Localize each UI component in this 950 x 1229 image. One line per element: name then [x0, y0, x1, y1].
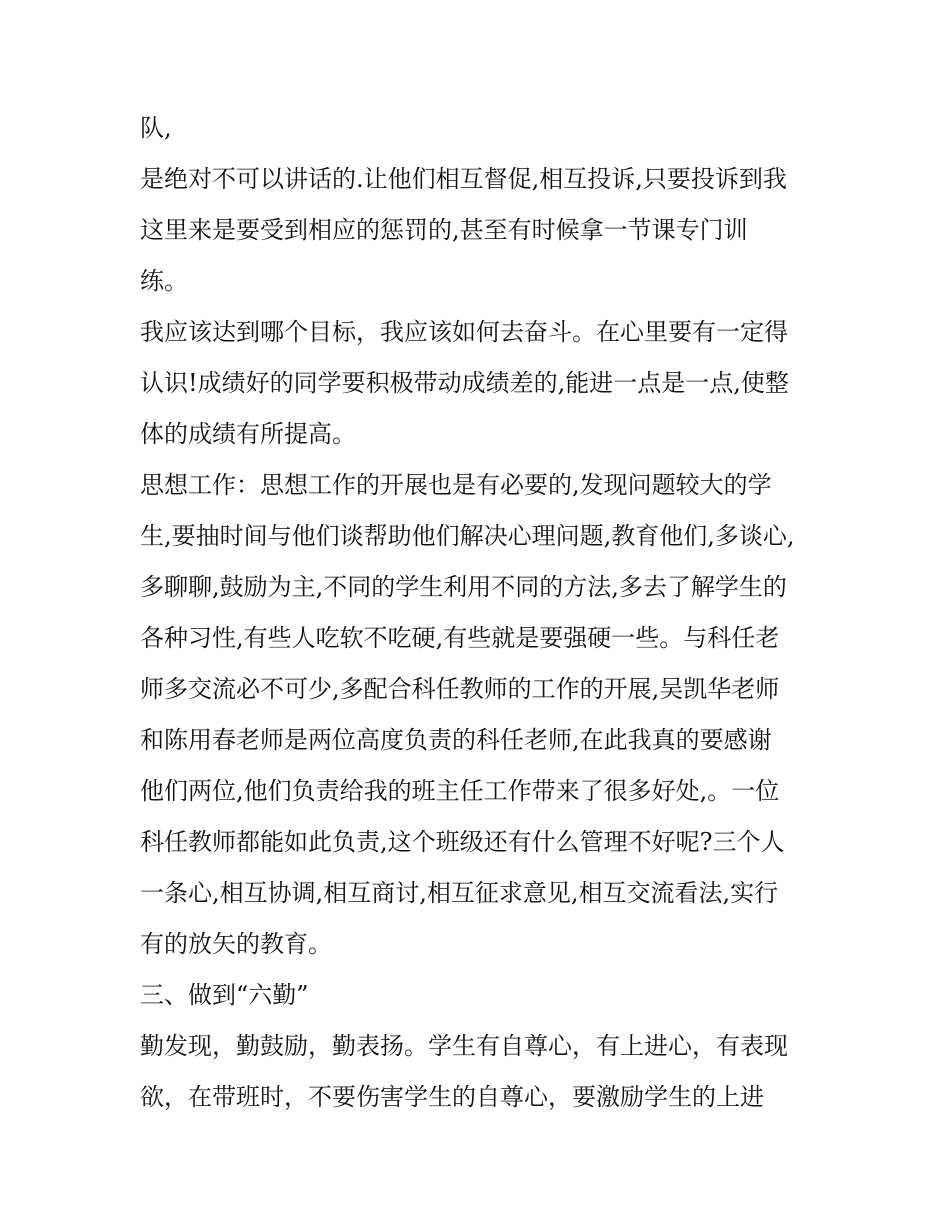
text-line: 认识!成绩好的同学要积极带动成绩差的,能进一点是一点,使整 — [140, 369, 789, 397]
text-line: 多聊聊,鼓励为主,不同的学生利用不同的方法,多去了解学生的 — [140, 573, 787, 601]
text-line: 有的放矢的教育。 — [140, 930, 332, 958]
text-line: 和陈用春老师是两位高度负责的科任老师,在此我真的要感谢 — [140, 726, 772, 754]
text-line: 我应该达到哪个目标，我应该如何去奋斗。在心里要有一定得 — [140, 318, 788, 346]
body-text — [140, 103, 830, 1123]
text-line: 各种习性,有些人吃软不吃硬,有些就是要强硬一些。与科任老 — [140, 624, 780, 652]
text-line: 这里来是要受到相应的惩罚的,甚至有时候拿一节课专门训 — [140, 216, 748, 244]
text-line: 是绝对不可以讲话的.让他们相互督促,相互投诉,只要投诉到我 — [140, 165, 787, 193]
text-line: 思想工作：思想工作的开展也是有必要的,发现问题较大的学 — [140, 471, 772, 499]
text-line: 体的成绩有所提高。 — [140, 420, 356, 448]
text-line: 欲，在带班时，不要伤害学生的自尊心，要激励学生的上进 — [140, 1083, 764, 1111]
text-line: 师多交流必不可少,多配合科任教师的工作的开展,吴凯华老师 — [140, 675, 780, 703]
text-line: 生,要抽时间与他们谈帮助他们解决心理问题,教育他们,多谈心, — [140, 522, 795, 550]
text-line: 勤发现，勤鼓励，勤表扬。学生有自尊心，有上进心，有表现 — [140, 1032, 788, 1060]
text-line: 他们两位,他们负责给我的班主任工作带来了很多好处,。一位 — [140, 777, 780, 805]
text-line: 科任教师都能如此负责,这个班级还有什么管理不好呢?三个人 — [140, 828, 785, 856]
text-line: 一条心,相互协调,相互商讨,相互征求意见,相互交流看法,实行 — [140, 879, 779, 907]
text-line: 练。 — [140, 267, 188, 295]
section-heading: 三、做到“六勤” — [140, 981, 309, 1009]
text-line: 队, — [140, 114, 172, 142]
